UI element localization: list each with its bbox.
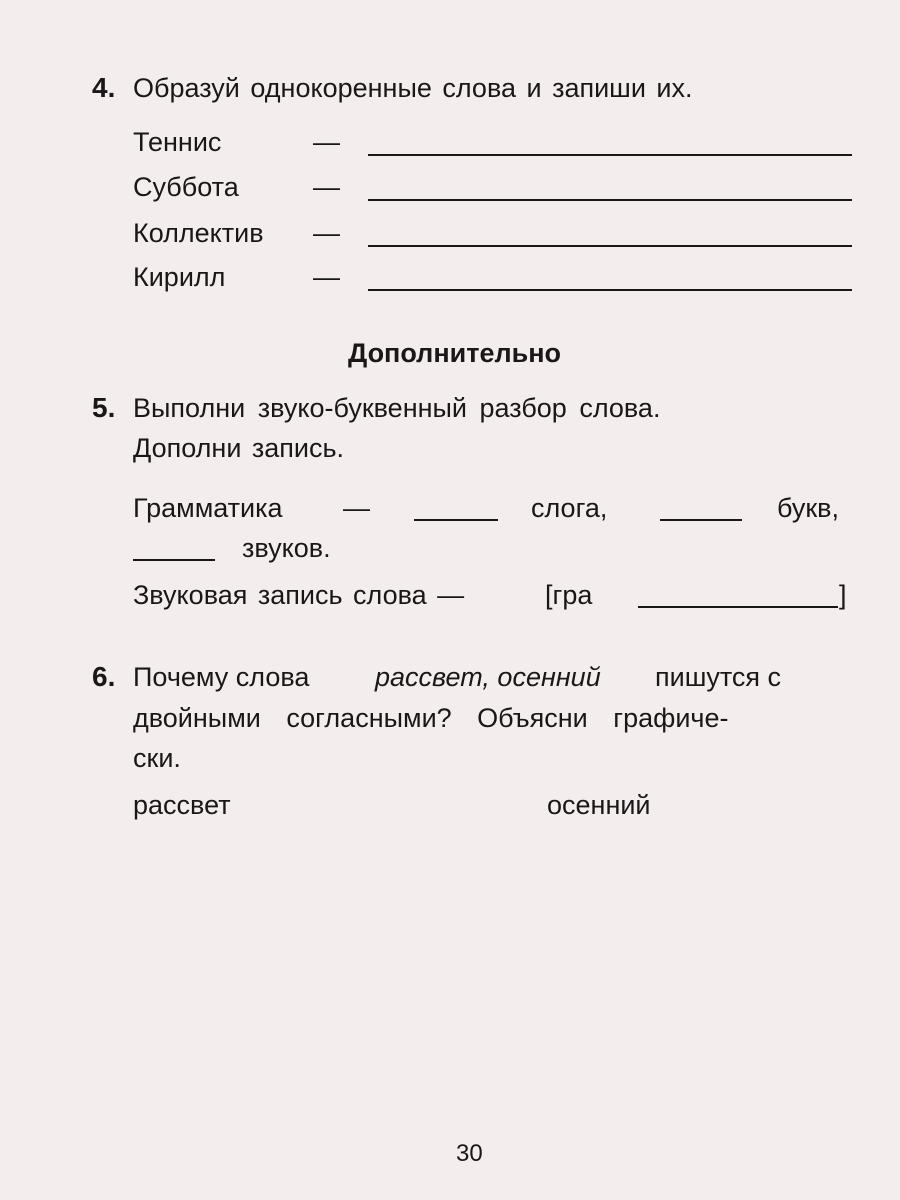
word-kirill: Кирилл [133, 262, 226, 292]
task-6-number: 6. [92, 661, 116, 692]
word-subbota: Суббота [133, 172, 239, 202]
dash: — [313, 262, 340, 292]
answer-line-4[interactable] [368, 289, 852, 291]
page-number: 30 [456, 1140, 483, 1167]
task-6-line-1b: пишутся с [655, 662, 782, 692]
word-grammatika: Грамматика [133, 493, 283, 523]
answer-line-1[interactable] [368, 154, 852, 156]
word-osenniy: осенний [547, 790, 651, 820]
task-6-line-2: двойными согласными? Объясни графиче- [133, 703, 729, 733]
word-rassvet: рассвет [133, 790, 231, 820]
dash: — [343, 493, 370, 523]
word-kollektiv: Коллектив [133, 218, 264, 248]
task-6-words-italic: рассвет, осенний [375, 662, 601, 692]
dash: — [313, 172, 340, 202]
sounds-label: звуков. [242, 533, 331, 563]
task-6-line-1a: Почему слова [133, 662, 310, 692]
dash: — [313, 218, 340, 248]
syllables-label: слога, [531, 493, 608, 523]
task-5-line-1: Выполни звуко-буквенный разбор слова. [133, 393, 661, 423]
task-5-line-2: Дополни запись. [133, 433, 345, 463]
word-tennis: Теннис [133, 127, 222, 157]
task-4-title: Образуй однокоренные слова и запиши их. [133, 73, 693, 103]
section-heading: Дополнительно [348, 338, 562, 368]
task-6-line-3: ски. [133, 743, 181, 773]
task-4-number: 4. [92, 72, 116, 103]
transcription-end: ] [839, 580, 847, 610]
transcription-blank[interactable] [638, 606, 838, 608]
transcription-start: [гра [545, 580, 593, 610]
transcription-label: Звуковая запись слова — [133, 580, 465, 610]
letters-blank[interactable] [660, 519, 742, 521]
dash: — [313, 127, 340, 157]
answer-line-3[interactable] [368, 245, 852, 247]
sounds-blank[interactable] [133, 559, 215, 561]
syllables-blank[interactable] [414, 519, 498, 521]
answer-line-2[interactable] [368, 199, 852, 201]
letters-label: букв, [777, 493, 840, 523]
task-5-number: 5. [92, 392, 116, 423]
